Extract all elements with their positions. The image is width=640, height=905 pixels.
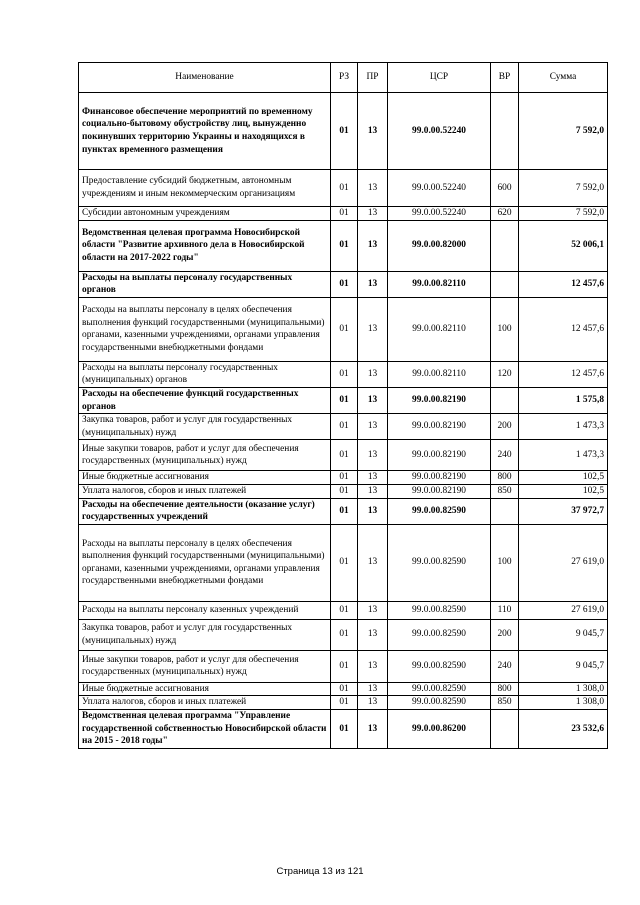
cell-rz: 01: [331, 271, 358, 297]
table-row: [79, 709, 608, 748]
cell-sum: 12 457,6: [519, 297, 608, 361]
cell-pr: 13: [358, 220, 388, 271]
table-row: [79, 220, 608, 271]
cell-pr: 13: [358, 414, 388, 440]
cell-pr: 13: [358, 297, 388, 361]
cell-name: Ведомственная целевая программа "Управление государственной собственностью Новосибирской области на 2015 - 2018 годы": [79, 709, 331, 748]
cell-sum: 102,5: [519, 471, 608, 485]
cell-name: Расходы на выплаты персоналу государственных органов: [79, 271, 331, 297]
cell-csr: 99.0.00.82190: [388, 440, 491, 471]
cell-rz: 01: [331, 471, 358, 485]
header-name: Наименование: [79, 63, 331, 93]
table-row: [79, 387, 608, 413]
cell-sum: 12 457,6: [519, 271, 608, 297]
cell-pr: 13: [358, 619, 388, 650]
cell-name: Предоставление субсидий бюджетным, автономным учреждениям и иным некоммерческим организациям: [79, 170, 331, 207]
cell-name: Расходы на выплаты персоналу в целях обеспечения выполнения функций государственными (муниципальными) органами, казенными учреждениями, органами управления государственными внебюджетными фондами: [79, 524, 331, 601]
cell-name: Расходы на выплаты персоналу в целях обеспечения выполнения функций государственными (муниципальными) органами, казенными учреждениями, органами управления государственными внебюджетными фондами: [79, 297, 331, 361]
cell-csr: 99.0.00.82190: [388, 484, 491, 498]
cell-pr: 13: [358, 601, 388, 619]
cell-pr: 13: [358, 498, 388, 524]
cell-csr: 99.0.00.82000: [388, 220, 491, 271]
table-row: [79, 170, 608, 207]
cell-rz: 01: [331, 619, 358, 650]
table-row: [79, 440, 608, 471]
table-row: [79, 696, 608, 710]
cell-sum: 7 592,0: [519, 207, 608, 221]
cell-csr: 99.0.00.82590: [388, 524, 491, 601]
cell-csr: 99.0.00.82590: [388, 619, 491, 650]
cell-csr: 99.0.00.82590: [388, 650, 491, 682]
cell-sum: 9 045,7: [519, 650, 608, 682]
cell-csr: 99.0.00.82110: [388, 361, 491, 387]
cell-pr: 13: [358, 207, 388, 221]
cell-pr: 13: [358, 696, 388, 710]
cell-vr: [491, 220, 519, 271]
cell-vr: 850: [491, 696, 519, 710]
header-pr: ПР: [358, 63, 388, 93]
cell-vr: [491, 93, 519, 170]
cell-sum: 1 308,0: [519, 682, 608, 696]
table-row: [79, 471, 608, 485]
cell-rz: 01: [331, 297, 358, 361]
cell-sum: 37 972,7: [519, 498, 608, 524]
cell-sum: 9 045,7: [519, 619, 608, 650]
table-row: [79, 207, 608, 221]
table-row: [79, 484, 608, 498]
cell-pr: 13: [358, 650, 388, 682]
cell-vr: [491, 498, 519, 524]
cell-name: Субсидии автономным учреждениям: [79, 207, 331, 221]
cell-csr: 99.0.00.52240: [388, 170, 491, 207]
cell-rz: 01: [331, 361, 358, 387]
cell-rz: 01: [331, 498, 358, 524]
cell-vr: 200: [491, 414, 519, 440]
cell-vr: 240: [491, 650, 519, 682]
cell-name: Расходы на выплаты персоналу государственных (муниципальных) органов: [79, 361, 331, 387]
cell-csr: 99.0.00.82190: [388, 387, 491, 413]
cell-vr: 850: [491, 484, 519, 498]
cell-sum: 1 473,3: [519, 440, 608, 471]
cell-name: Финансовое обеспечение мероприятий по временному социально-бытовому обустройству лиц, вынужденно покинувших территорию Украины и находящихся в пунктах временного размещения: [79, 93, 331, 170]
cell-csr: 99.0.00.82190: [388, 471, 491, 485]
cell-name: Закупка товаров, работ и услуг для государственных (муниципальных) нужд: [79, 414, 331, 440]
cell-vr: [491, 709, 519, 748]
cell-pr: 13: [358, 387, 388, 413]
table-row: [79, 361, 608, 387]
cell-vr: [491, 387, 519, 413]
table-row: [79, 601, 608, 619]
cell-sum: 1 575,8: [519, 387, 608, 413]
cell-vr: 200: [491, 619, 519, 650]
cell-rz: 01: [331, 682, 358, 696]
cell-pr: 13: [358, 361, 388, 387]
table-row: [79, 619, 608, 650]
cell-csr: 99.0.00.82110: [388, 297, 491, 361]
cell-sum: 12 457,6: [519, 361, 608, 387]
cell-sum: 52 006,1: [519, 220, 608, 271]
cell-name: Иные закупки товаров, работ и услуг для обеспечения государственных (муниципальных) нужд: [79, 440, 331, 471]
cell-vr: 800: [491, 682, 519, 696]
cell-rz: 01: [331, 387, 358, 413]
table-row: [79, 297, 608, 361]
cell-rz: 01: [331, 650, 358, 682]
cell-name: Расходы на обеспечение деятельности (оказание услуг) государственных учреждений: [79, 498, 331, 524]
cell-csr: 99.0.00.52240: [388, 93, 491, 170]
cell-rz: 01: [331, 93, 358, 170]
cell-vr: 240: [491, 440, 519, 471]
cell-csr: 99.0.00.82590: [388, 696, 491, 710]
cell-name: Иные бюджетные ассигнования: [79, 471, 331, 485]
cell-sum: 7 592,0: [519, 93, 608, 170]
page-number: Страница 13 из 121: [276, 866, 364, 877]
cell-rz: 01: [331, 414, 358, 440]
cell-vr: 800: [491, 471, 519, 485]
cell-csr: 99.0.00.82590: [388, 601, 491, 619]
cell-csr: 99.0.00.86200: [388, 709, 491, 748]
budget-table: [78, 62, 608, 749]
table-header-row: [79, 63, 608, 93]
header-sum: Сумма: [519, 63, 608, 93]
header-vr: ВР: [491, 63, 519, 93]
cell-sum: 23 532,6: [519, 709, 608, 748]
cell-name: Расходы на обеспечение функций государственных органов: [79, 387, 331, 413]
cell-rz: 01: [331, 696, 358, 710]
cell-pr: 13: [358, 271, 388, 297]
cell-rz: 01: [331, 484, 358, 498]
cell-sum: 27 619,0: [519, 601, 608, 619]
cell-sum: 27 619,0: [519, 524, 608, 601]
table-row: [79, 650, 608, 682]
cell-name: Закупка товаров, работ и услуг для государственных (муниципальных) нужд: [79, 619, 331, 650]
cell-name: Расходы на выплаты персоналу казенных учреждений: [79, 601, 331, 619]
cell-vr: [491, 271, 519, 297]
table-body: [79, 93, 608, 749]
cell-pr: 13: [358, 440, 388, 471]
table-row: [79, 414, 608, 440]
header-csr: ЦСР: [388, 63, 491, 93]
cell-rz: 01: [331, 207, 358, 221]
cell-sum: 102,5: [519, 484, 608, 498]
cell-csr: 99.0.00.82590: [388, 498, 491, 524]
cell-rz: 01: [331, 524, 358, 601]
cell-vr: 110: [491, 601, 519, 619]
cell-pr: 13: [358, 682, 388, 696]
cell-pr: 13: [358, 524, 388, 601]
cell-pr: 13: [358, 170, 388, 207]
cell-csr: 99.0.00.52240: [388, 207, 491, 221]
cell-pr: 13: [358, 709, 388, 748]
cell-rz: 01: [331, 440, 358, 471]
cell-name: Иные закупки товаров, работ и услуг для обеспечения государственных (муниципальных) нужд: [79, 650, 331, 682]
cell-pr: 13: [358, 471, 388, 485]
header-rz: РЗ: [331, 63, 358, 93]
cell-name: Иные бюджетные ассигнования: [79, 682, 331, 696]
cell-csr: 99.0.00.82110: [388, 271, 491, 297]
cell-name: Ведомственная целевая программа Новосибирской области "Развитие архивного дела в Новосибирской области на 2017-2022 годы": [79, 220, 331, 271]
table-row: [79, 271, 608, 297]
cell-rz: 01: [331, 709, 358, 748]
table-row: [79, 524, 608, 601]
cell-sum: 7 592,0: [519, 170, 608, 207]
table-row: [79, 682, 608, 696]
cell-sum: 1 308,0: [519, 696, 608, 710]
table-row: [79, 498, 608, 524]
cell-vr: 120: [491, 361, 519, 387]
table-row: [79, 93, 608, 170]
cell-name: Уплата налогов, сборов и иных платежей: [79, 696, 331, 710]
cell-rz: 01: [331, 601, 358, 619]
cell-vr: 620: [491, 207, 519, 221]
cell-pr: 13: [358, 484, 388, 498]
cell-sum: 1 473,3: [519, 414, 608, 440]
cell-pr: 13: [358, 93, 388, 170]
cell-vr: 600: [491, 170, 519, 207]
cell-rz: 01: [331, 170, 358, 207]
cell-rz: 01: [331, 220, 358, 271]
cell-name: Уплата налогов, сборов и иных платежей: [79, 484, 331, 498]
cell-vr: 100: [491, 524, 519, 601]
cell-csr: 99.0.00.82190: [388, 414, 491, 440]
cell-csr: 99.0.00.82590: [388, 682, 491, 696]
cell-vr: 100: [491, 297, 519, 361]
